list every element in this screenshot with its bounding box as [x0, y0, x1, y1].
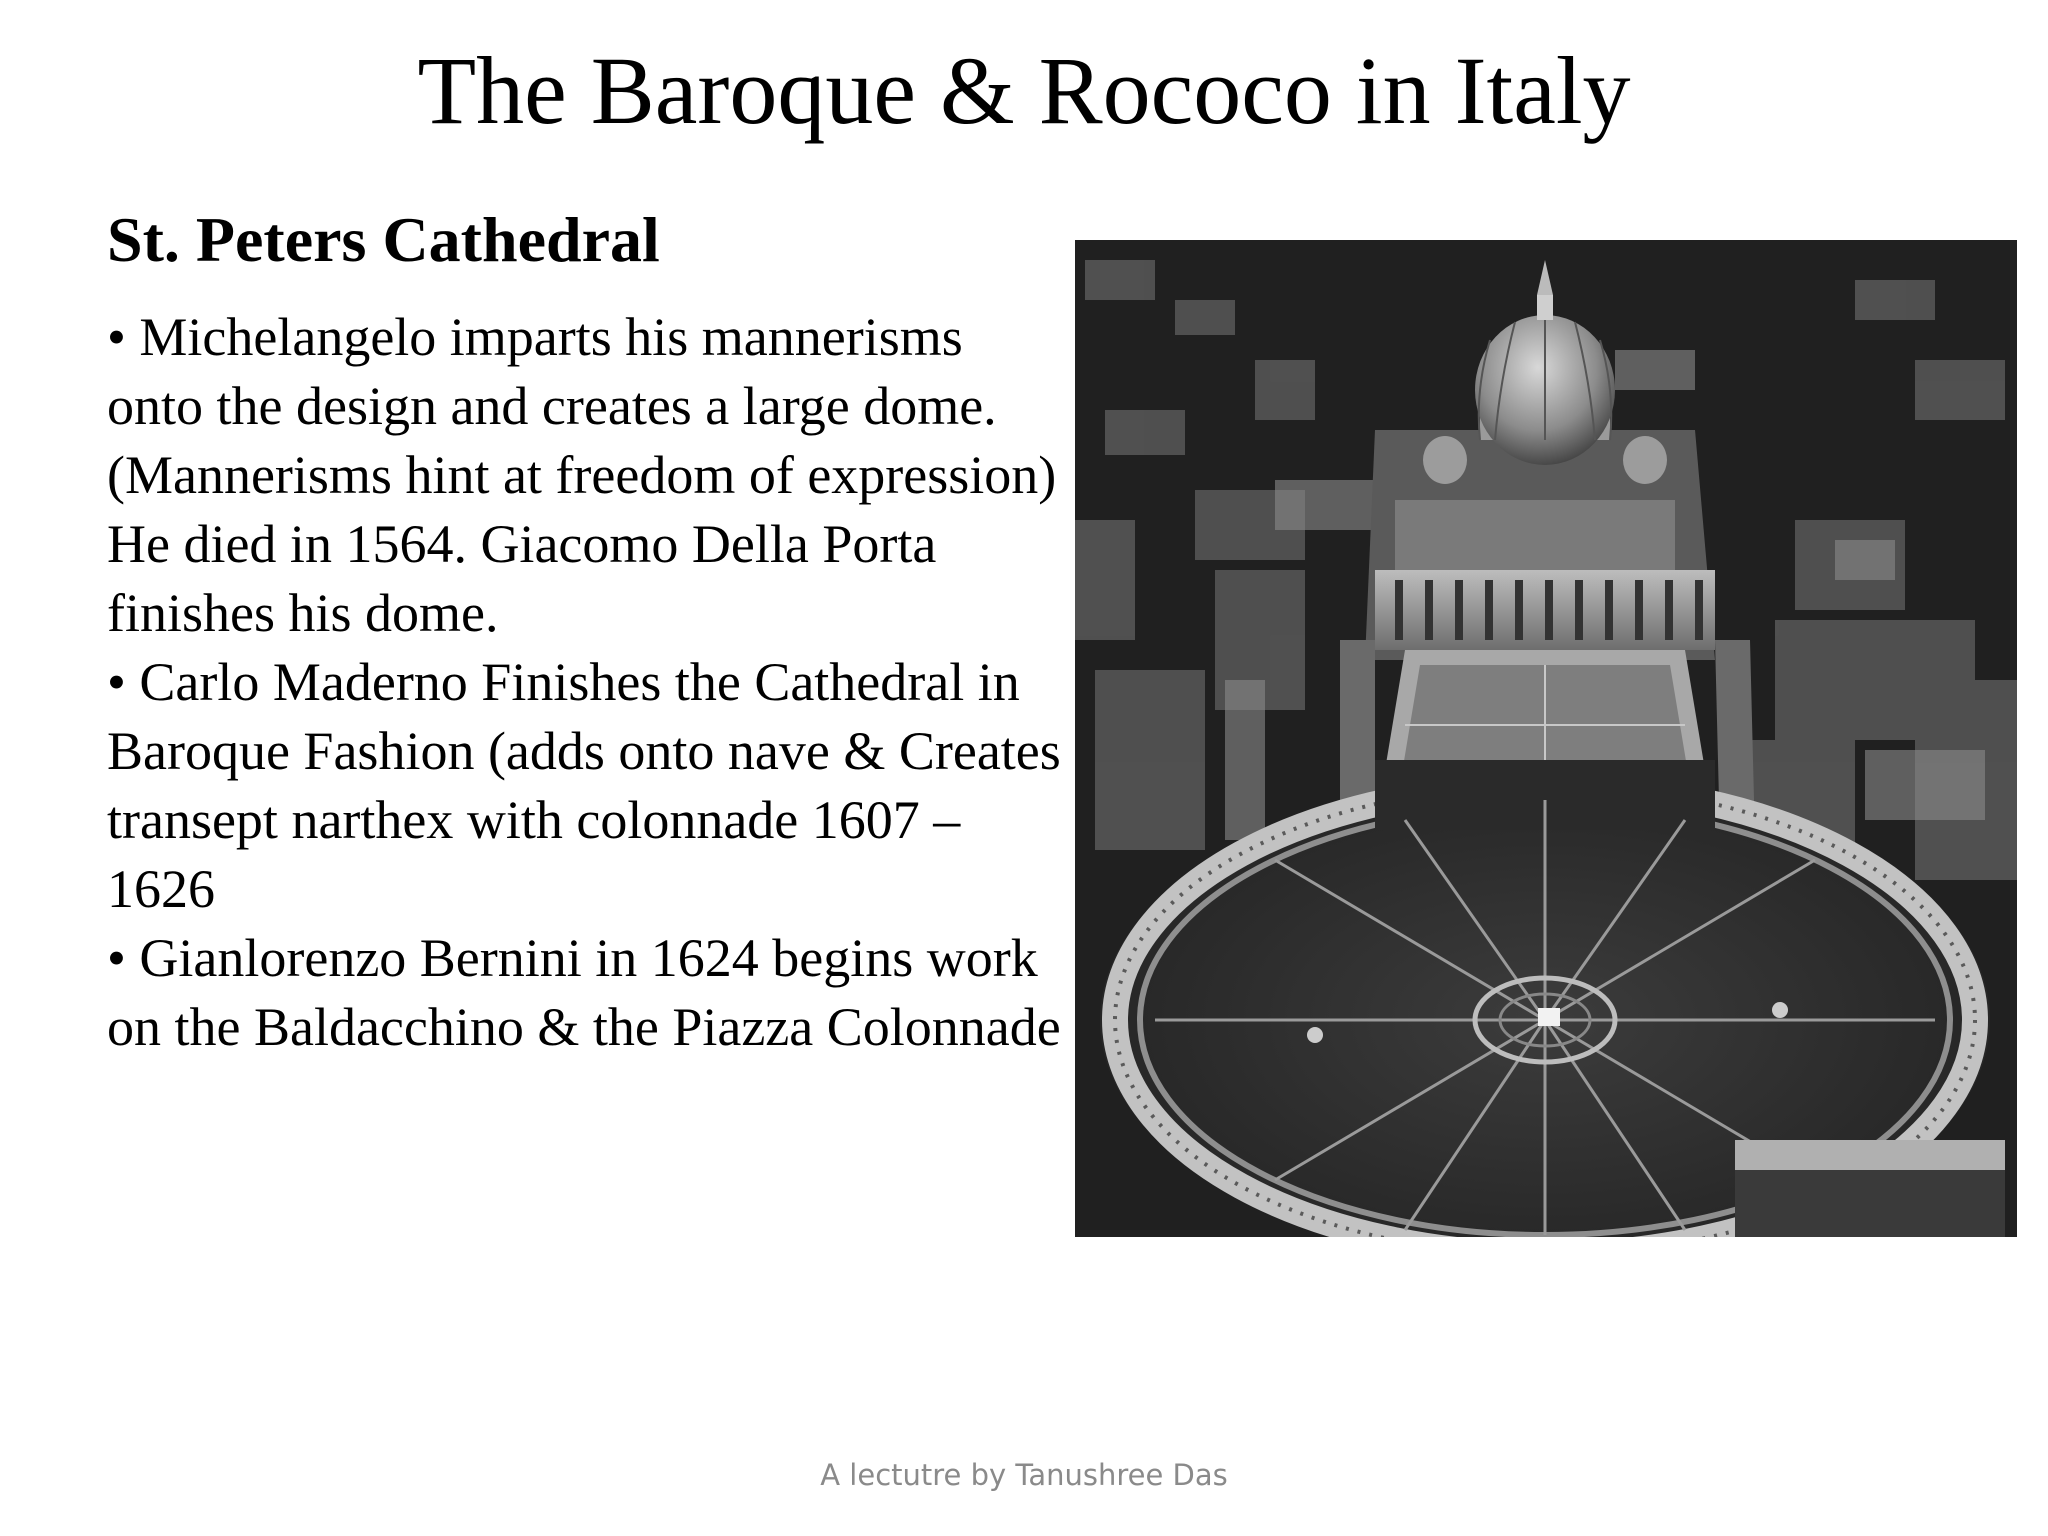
st-peters-aerial-photo: [1075, 240, 2017, 1237]
slide-footer: A lectutre by Tanushree Das: [820, 1458, 1228, 1492]
bullet-list: [107, 303, 1067, 1062]
bullet-item-michelangelo: • Michelangelo imparts his mannerisms onto the design and creates a large dome. (Mannerisms hint at freedom of expression) He died in 1564. Giacomo Della Porta finishes his dome.: [107, 307, 1057, 643]
slide-subtitle: St. Peters Cathedral: [107, 204, 660, 275]
bullet-item-bernini: • Gianlorenzo Bernini in 1624 begins work on the Baldacchino & the Piazza Colonnade: [107, 928, 1061, 1057]
bullet-item-maderno: • Carlo Maderno Finishes the Cathedral in Baroque Fashion (adds onto nave & Creates transept narthex with colonnade 1607 – 1626: [107, 652, 1061, 919]
slide-title: The Baroque & Rococo in Italy: [417, 37, 1631, 144]
st-peters-aerial-illustration: [1075, 240, 2017, 1237]
